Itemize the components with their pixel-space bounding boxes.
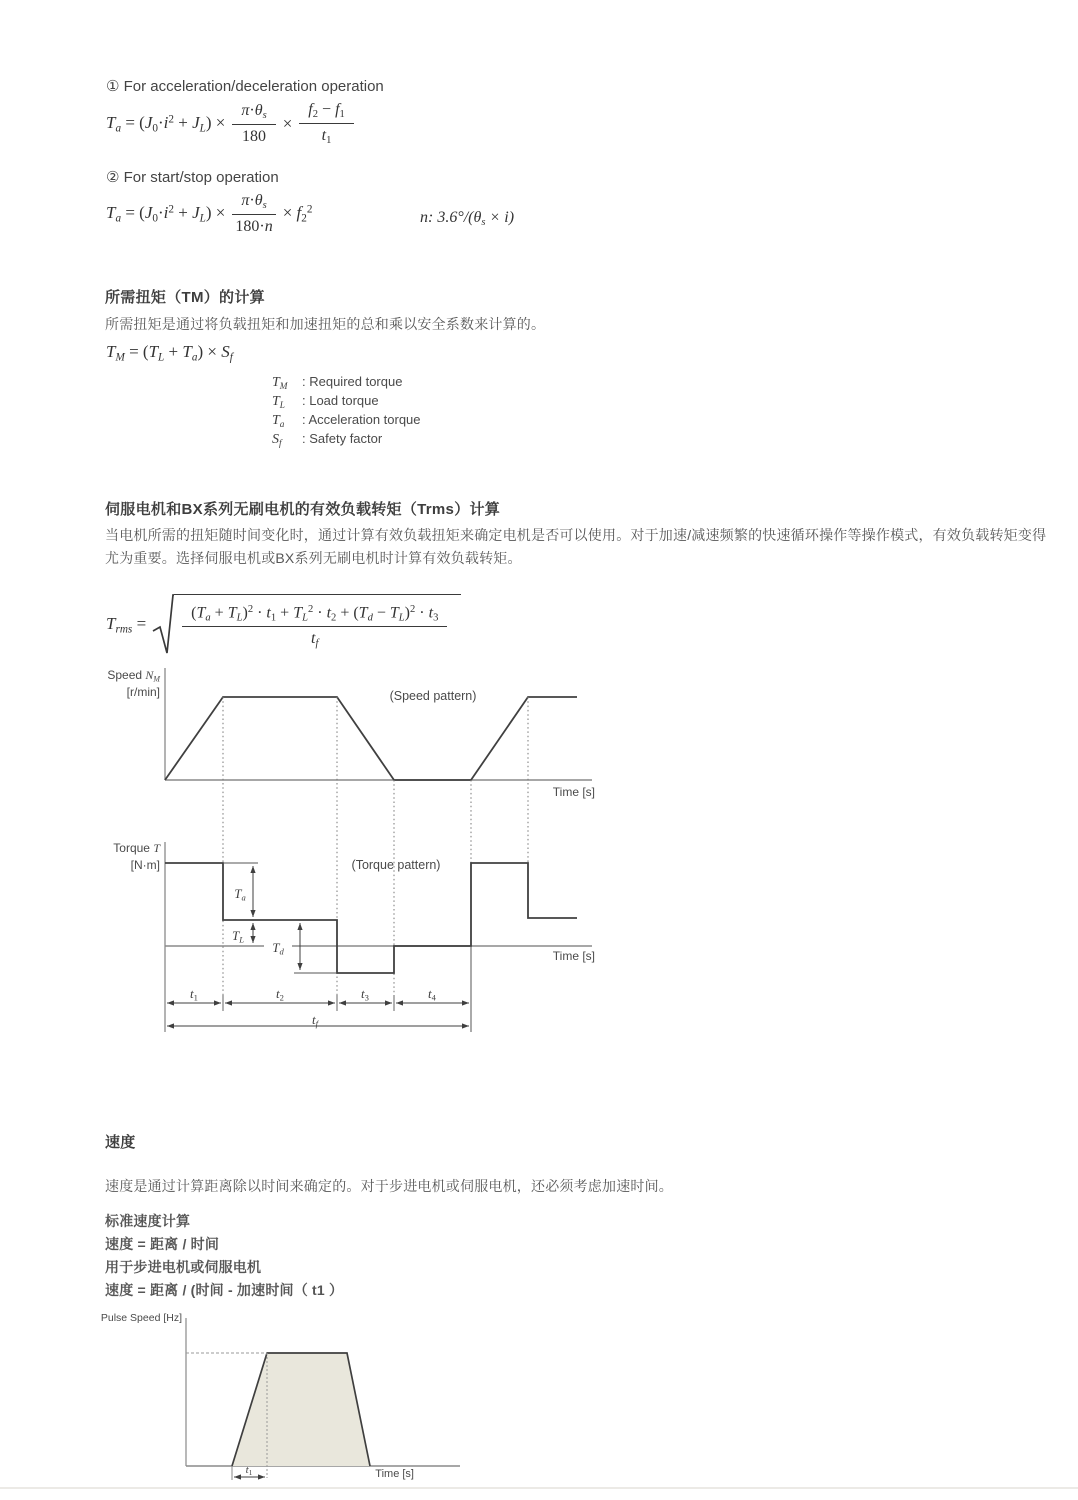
fraction [232, 192, 275, 236]
t1-label: $t_1$ [190, 986, 198, 1003]
torque-axis-unit: [N·m] [130, 858, 160, 872]
resolution-note: n: $3.6^\circ/(\theta_s \times i)$ [420, 209, 515, 229]
formula-body: $T_M = (T_L + T_a) \times S_f$ [106, 342, 233, 364]
bottom-divider [0, 1487, 1078, 1489]
fraction [182, 604, 447, 650]
speed-equation-accel-line: 速度 = 距离 / (时间 - 加速时间（ t1 ） [105, 1282, 344, 1298]
accel-decel-item-label: ① For acceleration/deceleration operation [106, 78, 384, 95]
fraction [232, 102, 275, 146]
fraction-numerator: $f_2 - f_1$ [299, 101, 354, 124]
fraction-denominator: 180 [242, 127, 267, 145]
speed-time-axis-label: Time [s] [552, 785, 595, 799]
legend-row [272, 374, 421, 393]
fraction [299, 101, 354, 146]
legend-symbol: $T_L$ [272, 394, 285, 410]
load-torque-label: $T_L$ [231, 928, 244, 945]
radical-sign [152, 592, 174, 658]
fraction-numerator: $(T_a + T_L)^2 \cdot t_1 + T_L^2 \cdot t_2 + (T_d - T_L)^2 \cdot t_3$ [182, 604, 447, 627]
square-root [152, 592, 461, 658]
legend-symbol: $S_f$ [272, 432, 282, 448]
formula-lhs: $T_a = (J_0\cdot i^2 + J_L)$ × [106, 203, 226, 225]
speed-pattern-caption: (Speed pattern) [389, 689, 477, 703]
formula-required-torque [106, 342, 233, 363]
start-stop-item-label: ② For start/stop operation [106, 169, 279, 186]
pulse-t1-label: $t_1$ [245, 1464, 253, 1478]
torque-pattern-caption: (Torque pattern) [351, 858, 441, 872]
legend-symbol: $T_a$ [272, 413, 285, 429]
speed-torque-diagram [95, 662, 605, 1042]
times-sign: × [282, 113, 293, 133]
torque-axis-label: Torque T [113, 841, 160, 855]
trms-body: 当电机所需的扭矩随时间变化时，通过计算有效负载扭矩来确定电机是否可以使用。对于加速/减速频繁的快速循环操作等操作模式，有效负载转矩变得尤为重要。选择伺服电机或BX系列无刷电机时计算有效负载转矩。 [105, 527, 1047, 566]
t4-label: $t_4$ [428, 986, 436, 1003]
standard-speed-heading: 标准速度计算 [105, 1213, 191, 1229]
legend-symbol: $T_M$ [272, 375, 288, 391]
fraction-numerator: $\pi\cdot\theta_s$ [232, 192, 275, 215]
trms-heading: 伺服电机和BX系列无刷电机的有效负载转矩（Trms）计算 [105, 501, 501, 518]
t2-label: $t_2$ [276, 986, 284, 1003]
speed-axis-unit: [r/min] [126, 685, 160, 699]
acceleration-torque-label: $T_a$ [234, 886, 246, 903]
fraction-denominator: $t_f$ [311, 630, 319, 650]
tf-label: $t_f$ [311, 1012, 318, 1029]
standard-speed-block [105, 1210, 343, 1302]
fraction-denominator: $t_1$ [321, 127, 332, 147]
formula-lhs: $T_{rms}$ = [106, 614, 147, 636]
legend-desc: : Safety factor [302, 431, 383, 446]
fraction-numerator: $\pi\cdot\theta_s$ [232, 102, 275, 125]
pulse-speed-axis-label: Pulse Speed [Hz] [100, 1312, 182, 1324]
formula-lhs: $T_a = (J_0\cdot i^2 + J_L)$ × [106, 112, 226, 135]
speed-body: 速度是通过计算距离除以时间来确定的。对于步进电机或伺服电机，还必须考虑加速时间。 [105, 1178, 673, 1194]
legend-row [272, 431, 421, 450]
torque-legend [272, 374, 421, 450]
formula-accel-decel [106, 101, 361, 146]
speed-heading: 速度 [105, 1134, 136, 1151]
stepper-servo-note: 用于步进电机或伺服电机 [105, 1259, 262, 1275]
torque-time-axis-label: Time [s] [552, 949, 595, 963]
formula-rhs: × $f_2^2$ [282, 203, 313, 225]
t3-label: $t_3$ [361, 986, 369, 1003]
required-torque-heading: 所需扭矩（TM）的计算 [105, 289, 265, 306]
speed-equation-line: 速度 = 距离 / 时间 [105, 1236, 220, 1252]
legend-desc: : Acceleration torque [302, 412, 421, 427]
pulse-trapezoid [232, 1353, 370, 1466]
legend-desc: : Load torque [302, 393, 379, 408]
speed-axis-label: Speed $N_M$ [107, 668, 160, 684]
fraction-denominator: 180·n [235, 218, 273, 236]
pulse-time-axis-label: Time [s] [375, 1468, 414, 1480]
deceleration-torque-label: $T_d$ [272, 940, 284, 957]
legend-desc: : Required torque [302, 374, 403, 389]
formula-trms [106, 592, 461, 658]
legend-row [272, 412, 421, 431]
formula-start-stop [106, 192, 313, 236]
legend-row [272, 393, 421, 412]
pulse-speed-diagram [100, 1308, 500, 1498]
required-torque-body: 所需扭矩是通过将负载扭矩和加速扭矩的总和乘以安全系数来计算的。 [105, 316, 546, 332]
radicand [174, 594, 461, 649]
